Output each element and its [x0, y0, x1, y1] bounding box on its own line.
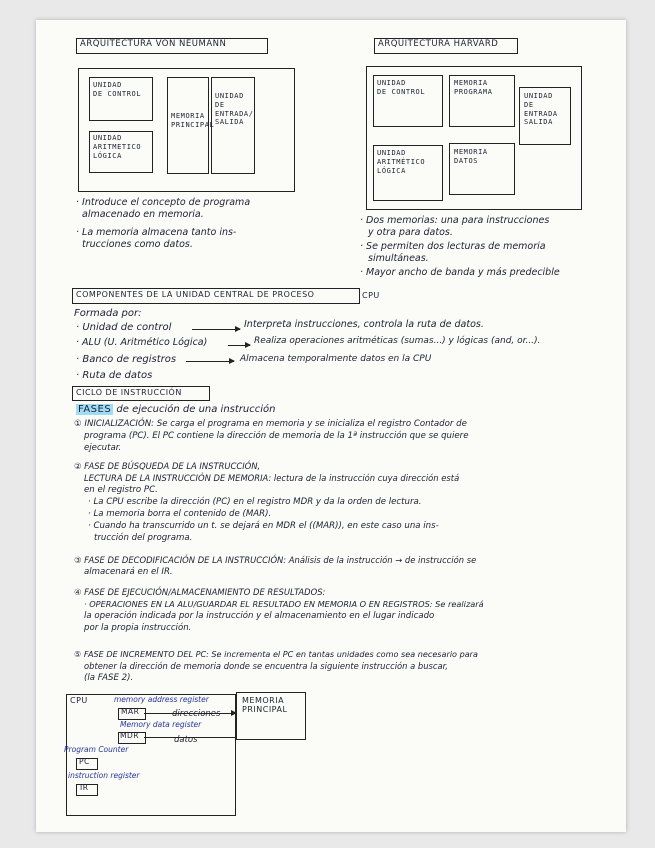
ir-label: IR — [80, 783, 89, 792]
vn-note-2: almacenado en memoria. — [82, 209, 204, 220]
vn-alu: UNIDAD ARITMETICO LÓGICA — [89, 131, 153, 173]
step5-line-3: (la FASE 2). — [84, 673, 134, 683]
cpu-item-datapath: · Ruta de datos — [76, 370, 153, 381]
phases-rest: de ejecución de una instrucción — [116, 404, 276, 415]
von-neumann-title: ARQUITECTURA VON NEUMANN — [80, 39, 227, 49]
cpu-intro: Formada por: — [74, 308, 142, 319]
hv-io-unit: UNIDAD DE ENTRADA SALIDA — [519, 87, 571, 145]
vn-note-3: · La memoria almacena tanto ins- — [76, 227, 237, 238]
step2-line-1: ② FASE DE BÚSQUEDA DE LA INSTRUCCIÓN, — [74, 461, 261, 471]
mdr-note: Memory data register — [120, 720, 202, 729]
step5-line-1: ⑤ FASE DE INCREMENTO DEL PC: Se incrementa el PC en tantas unidades como sea necesario para — [74, 649, 478, 659]
arrow-icon — [186, 361, 234, 362]
hv-note-2: y otra para datos. — [368, 227, 453, 238]
diagram-cpu-label: CPU — [70, 696, 88, 705]
notebook-page — [36, 20, 626, 832]
main-memory-label: MEMORIA PRINCIPAL — [242, 696, 288, 715]
von-neumann-diagram — [78, 68, 295, 192]
arrow-icon — [228, 345, 250, 346]
hv-note-4: simultáneas. — [368, 253, 429, 264]
datos-label: datos — [174, 735, 198, 745]
vn-io-unit: UNIDAD DE ENTRADA/ SALIDA — [211, 77, 255, 174]
vn-note-1: · Introduce el concepto de programa — [76, 197, 251, 208]
cpu-section-suffix: CPU — [362, 291, 380, 300]
vn-note-4: trucciones como datos. — [82, 239, 193, 250]
phases-heading — [76, 404, 276, 416]
pc-label: PC — [79, 757, 90, 766]
vn-control-unit: UNIDAD DE CONTROL — [89, 77, 153, 121]
arrow-icon — [192, 329, 240, 330]
ir-note: instruction register — [68, 771, 140, 780]
hv-alu: UNIDAD ARITMÉTICO LÓGICA — [373, 145, 443, 201]
step2-line-4: · La CPU escribe la dirección (PC) en el registro MDR y da la orden de lectura. — [88, 497, 422, 507]
cpu-item-control-desc: Interpreta instrucciones, controla la ruta de datos. — [244, 319, 484, 330]
hv-control-unit: UNIDAD DE CONTROL — [373, 75, 443, 127]
step1-line-1: ① INICIALIZACIÓN: Se carga el programa en memoria y se inicializa el registro Contador de — [74, 419, 467, 429]
data-line — [144, 737, 236, 738]
mar-label: MAR — [121, 707, 140, 716]
step3-line-1: ③ FASE DE DECODIFICACIÓN DE LA INSTRUCCIÓN: Análisis de la instrucción → de instrucción se — [74, 555, 477, 565]
hv-program-memory: MEMORIA PROGRAMA — [449, 75, 515, 127]
step2-line-6: · Cuando ha transcurrido un t. se dejará en MDR el ((MAR)), en este caso una ins- — [88, 521, 439, 531]
step4-line-2: · OPERACIONES EN LA ALU/GUARDAR EL RESULTADO EN MEMORIA O EN REGISTROS: Se realizará — [84, 599, 484, 609]
cpu-item-registers-desc: Almacena temporalmente datos en la CPU — [240, 354, 432, 364]
dirs-label: direcciones — [172, 709, 221, 719]
step4-line-4: por la propia instrucción. — [84, 623, 192, 633]
cpu-section-title: COMPONENTES DE LA UNIDAD CENTRAL DE PROCESO — [76, 290, 315, 299]
cpu-item-alu-desc: Realiza operaciones aritméticas (sumas...) y lógicas (and, or...). — [254, 336, 541, 346]
hv-note-1: · Dos memorias: una para instrucciones — [360, 215, 550, 226]
step4-line-3: la operación indicada por la instrucción y el almacenamiento en el lugar indicado — [84, 611, 435, 621]
cycle-title: CICLO DE INSTRUCCIÓN — [76, 388, 182, 397]
harvard-title: ARQUITECTURA HARVARD — [378, 39, 499, 49]
step1-line-3: ejecutar. — [84, 443, 122, 453]
mar-note: memory address register — [114, 695, 209, 704]
cpu-item-alu: · ALU (U. Aritmético Lógica) — [76, 337, 208, 348]
pc-note: Program Counter — [64, 745, 129, 754]
hv-note-3: · Se permiten dos lecturas de memoria — [360, 241, 546, 252]
mdr-label: MDR — [120, 731, 139, 740]
step5-line-2: obtener la dirección de memoria donde se encuentra la siguiente instrucción a buscar, — [84, 661, 448, 671]
harvard-diagram — [366, 66, 582, 210]
vn-main-memory: MEMORIA PRINCIPAL — [167, 77, 209, 174]
cpu-item-registers: · Banco de registros — [76, 354, 177, 365]
hv-data-memory: MEMORIA DATOS — [449, 143, 515, 195]
addr-arrow-icon — [144, 713, 236, 714]
phases-highlight: FASES — [78, 404, 112, 415]
step2-line-5: · La memoria borra el contenido de (MAR). — [88, 509, 272, 519]
step2-line-2: LECTURA DE LA INSTRUCCIÓN DE MEMORIA: lectura de la instrucción cuya dirección está — [84, 473, 460, 483]
step3-line-2: almacenará en el IR. — [84, 567, 173, 577]
step2-line-3: en el registro PC. — [84, 485, 158, 495]
hv-note-5: · Mayor ancho de banda y más predecible — [360, 267, 560, 278]
step2-line-7: trucción del programa. — [94, 533, 193, 543]
cpu-item-control: · Unidad de control — [76, 322, 172, 333]
step1-line-2: programa (PC). El PC contiene la dirección de memoria de la 1ª instrucción que se quiere — [84, 431, 469, 441]
step4-line-1: ④ FASE DE EJECUCIÓN/ALMACENAMIENTO DE RESULTADOS: — [74, 587, 326, 597]
